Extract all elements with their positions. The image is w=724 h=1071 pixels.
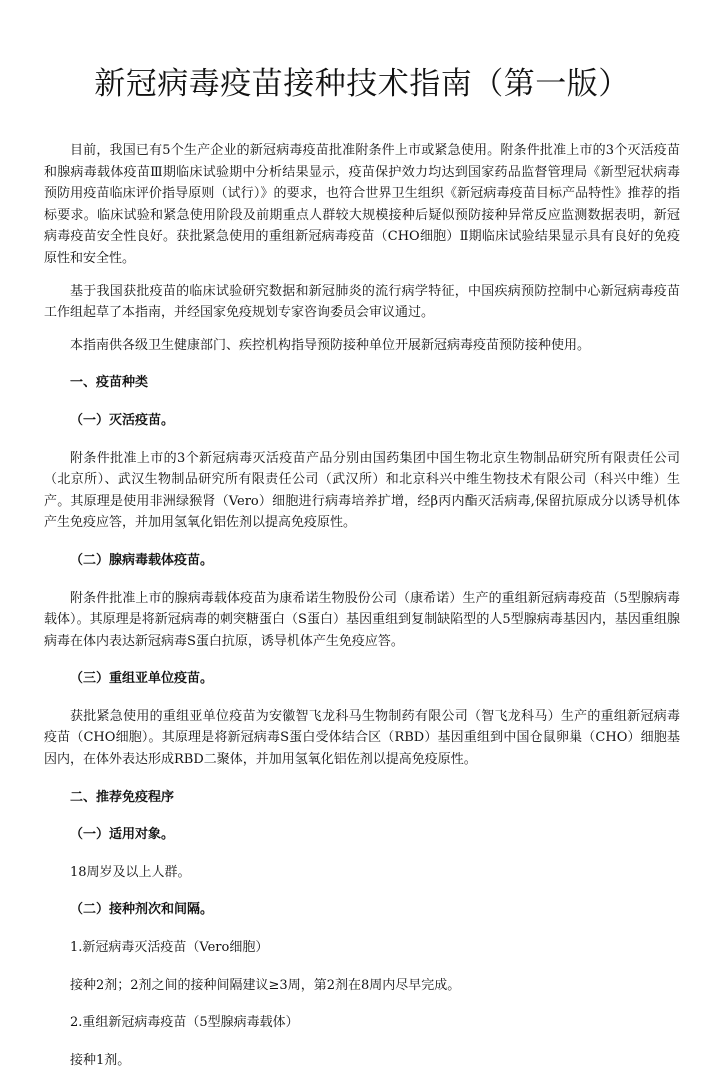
vaccine-item-1-text: 接种2剂；2剂之间的接种间隔建议≥3周，第2剂在8周内尽早完成。 — [70, 977, 461, 993]
vaccine-item-1-title: 1.新冠病毒灭活疫苗（Vero细胞） — [70, 940, 269, 956]
section-1-heading: 一、疫苗种类 — [70, 375, 149, 391]
section-2-2-heading: （二）接种剂次和间隔。 — [70, 902, 214, 918]
section-1-3-heading: （三）重组亚单位疫苗。 — [70, 671, 214, 687]
page-title: 新冠病毒疫苗接种技术指南（第一版） — [94, 66, 630, 102]
section-2-1-heading: （一）适用对象。 — [70, 827, 175, 843]
vaccine-item-2-text: 接种1剂。 — [70, 1052, 131, 1068]
section-1-3-text: 获批紧急使用的重组亚单位疫苗为安徽智飞龙科马生物制药有限公司（智飞龙科马）生产的重组新冠病毒疫苗（CHO细胞）。其原理是将新冠病毒S蛋白受体结合区（RBD）基因重组到中国仓鼠卵巢（CHO）细胞基因内，在体外表达形成RBD二聚体，并加用氢氧化铝佐剂以提高免疫原性。 — [44, 708, 680, 768]
section-1-1-heading: （一）灭活疫苗。 — [70, 412, 175, 428]
section-1-2-heading: （二）腺病毒载体疫苗。 — [70, 552, 214, 568]
vaccine-item-2-title: 2.重组新冠病毒疫苗（5型腺病毒载体） — [70, 1015, 299, 1031]
section-1-1-text: 附条件批准上市的3个新冠病毒灭活疫苗产品分别由国药集团中国生物北京生物制品研究所有限责任公司（北京所）、武汉生物制品研究所有限责任公司（武汉所）和北京科兴中维生物技术有限公司（科兴中维）生产。其原理是使用非洲绿猴肾（Vero）细胞进行病毒培养扩增，经β丙内酯灭活病毒,保留抗原成分以诱导机体产生免疫应答，并加用氢氧化铝佐剂以提高免疫原性。 — [44, 450, 680, 531]
section-1-2-text: 附条件批准上市的腺病毒载体疫苗为康希诺生物股份公司（康希诺）生产的重组新冠病毒疫苗（5型腺病毒载体）。其原理是将新冠病毒的刺突糖蛋白（S蛋白）基因重组到复制缺陷型的人5型腺病毒基因内，基因重组腺病毒在体内表达新冠病毒S蛋白抗原，诱导机体产生免疫应答。 — [44, 590, 680, 649]
section-2-1-text: 18周岁及以上人群。 — [70, 864, 191, 880]
intro-paragraph-3: 本指南供各级卫生健康部门、疾控机构指导预防接种单位开展新冠病毒疫苗预防接种使用。 — [70, 337, 591, 353]
intro-paragraph-2: 基于我国获批疫苗的临床试验研究数据和新冠肺炎的流行病学特征，中国疾病预防控制中心新冠病毒疫苗工作组起草了本指南，并经国家免疫规划专家咨询委员会审议通过。 — [44, 283, 680, 321]
section-2-heading: 二、推荐免疫程序 — [70, 789, 175, 805]
intro-paragraph-1: 目前，我国已有5个生产企业的新冠病毒疫苗批准附条件上市或紧急使用。附条件批准上市的3个灭活疫苗和腺病毒载体疫苗Ⅲ期临床试验期中分析结果显示，疫苗保护效力均达到国家药品监督管理局《新型冠状病毒预防用疫苗临床评价指导原则（试行）》的要求，也符合世界卫生组织《新冠病毒疫苗目标产品特性》推荐的指标要求。临床试验和紧急使用阶段及前期重点人群较大规模接种后疑似预防接种异常反应监测数据表明，新冠病毒疫苗安全性良好。获批紧急使用的重组新冠病毒疫苗（CHO细胞）Ⅱ期临床试验结果显示具有良好的免疫原性和安全性。 — [44, 143, 680, 266]
